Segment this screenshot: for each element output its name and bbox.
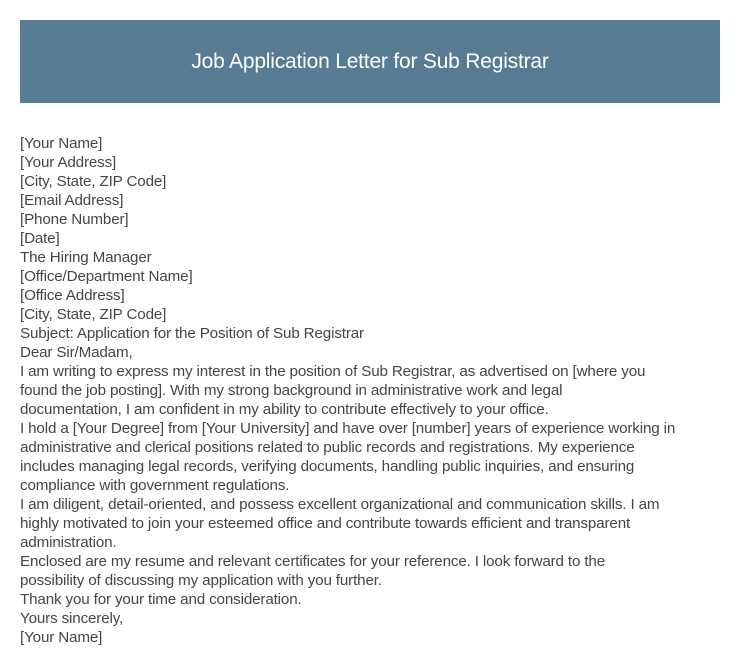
paragraph-line: Enclosed are my resume and relevant certificates for your reference. I look forward to the (20, 553, 605, 570)
thanks-line: Thank you for your time and consideration. (20, 591, 302, 608)
salutation: Dear Sir/Madam, (20, 344, 133, 361)
header-banner (20, 20, 720, 103)
paragraph-line: administration. (20, 534, 117, 551)
paragraph-line: I hold a [Your Degree] from [Your University] and have over [number] years of experience working in (20, 420, 676, 437)
signature-name: [Your Name] (20, 629, 103, 646)
sender-email: [Email Address] (20, 192, 124, 209)
recipient-office-name: [Office/Department Name] (20, 268, 193, 285)
recipient-office-address: [Office Address] (20, 287, 125, 304)
sender-name: [Your Name] (20, 135, 103, 152)
paragraph-line: I am diligent, detail-oriented, and possess excellent organizational and communication skills. I am (20, 496, 660, 513)
paragraph-line: highly motivated to join your esteemed office and contribute towards efficient and transparent (20, 515, 631, 532)
paragraph-line: found the job posting]. With my strong background in administrative work and legal (20, 382, 563, 399)
paragraph-skills (20, 495, 725, 552)
closing-line: Yours sincerely, (20, 610, 124, 627)
paragraph-line: includes managing legal records, verifying documents, handling public inquiries, and ensuring (20, 458, 635, 475)
paragraph-line: possibility of discussing my application with you further. (20, 572, 382, 589)
letter-body (20, 134, 725, 647)
sender-city-state-zip: [City, State, ZIP Code] (20, 173, 167, 190)
letter-subject: Subject: Application for the Position of Sub Registrar (20, 325, 364, 342)
paragraph-line: documentation, I am confident in my ability to contribute effectively to your office. (20, 401, 549, 418)
recipient-city-state-zip: [City, State, ZIP Code] (20, 306, 167, 323)
sender-phone: [Phone Number] (20, 211, 129, 228)
page-title: Job Application Letter for Sub Registrar (191, 50, 549, 73)
recipient-title: The Hiring Manager (20, 249, 152, 266)
paragraph-qualifications (20, 419, 725, 495)
paragraph-interest (20, 362, 725, 419)
letter-date: [Date] (20, 230, 60, 247)
paragraph-line: compliance with government regulations. (20, 477, 290, 494)
paragraph-line: administrative and clerical positions related to public records and registrations. My experience (20, 439, 635, 456)
paragraph-line: I am writing to express my interest in the position of Sub Registrar, as advertised on [where you (20, 363, 646, 380)
sender-address: [Your Address] (20, 154, 117, 171)
paragraph-enclosures (20, 552, 725, 590)
